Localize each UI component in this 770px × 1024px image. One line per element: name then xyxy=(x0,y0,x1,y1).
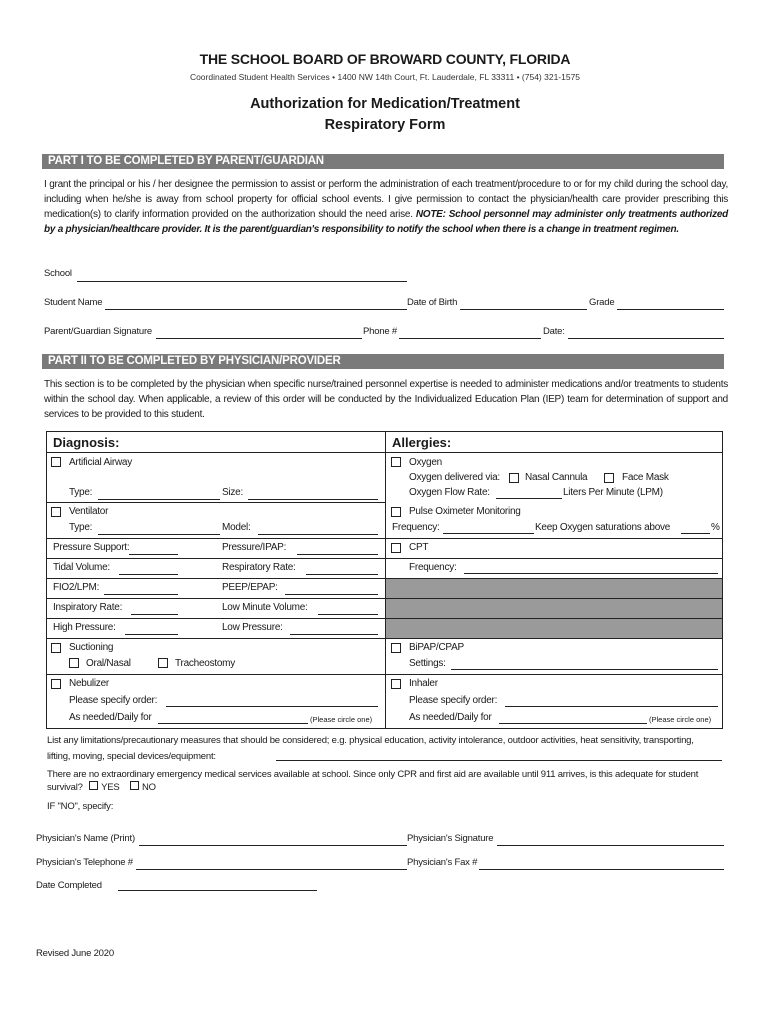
bipap-checkbox[interactable] xyxy=(391,643,401,653)
physician-fax-label: Physician's Fax # xyxy=(407,857,478,868)
ventilator-model-field[interactable] xyxy=(258,534,378,535)
inhaler-label: Inhaler xyxy=(409,678,438,689)
row-line xyxy=(47,502,385,503)
student-name-label: Student Name xyxy=(44,297,103,308)
school-field[interactable] xyxy=(77,281,407,282)
physician-fax-field[interactable] xyxy=(479,869,724,870)
tidal-volume-label: Tidal Volume: xyxy=(53,562,110,573)
date-field[interactable] xyxy=(568,338,724,339)
emergency-text xyxy=(47,768,719,794)
bipap-settings-label: Settings: xyxy=(409,658,446,669)
limitations-text: List any limitations/precautionary measures that should be considered; e.g. physical education, activity intolerance, outdoor activities, heat sensitivity, transporting, lifting, moving, special devices/equipment: xyxy=(47,735,694,762)
if-no-label: IF "NO", specify: xyxy=(47,801,114,812)
no-label: NO xyxy=(142,782,156,793)
percent-label: % xyxy=(711,522,720,533)
inspiratory-rate-field[interactable] xyxy=(131,614,178,615)
allergies-heading: Allergies: xyxy=(392,435,452,450)
physician-phone-label: Physician's Telephone # xyxy=(36,857,133,868)
oxygen-label: Oxygen xyxy=(409,457,442,468)
part1-text xyxy=(44,177,728,237)
peep-field[interactable] xyxy=(285,594,378,595)
pressure-support-label: Pressure Support: xyxy=(53,542,130,553)
row-line xyxy=(386,618,722,619)
part1-note: NOTE: School personnel may administer only treatments authorized by a physician/healthcare provider. It is the parent/guardian's responsibility to notify the school when there is a change in treatment regimen. xyxy=(44,209,728,235)
emergency-question: There are no extraordinary emergency medical services available at school. Since only CPR and first aid are available until 911 arrives, is this adequate for student survival? xyxy=(47,769,699,793)
part2-text: This section is to be completed by the physician when specific nurse/trained personnel expertise is needed to administer medications and/or treatments to students within the school day. When applicable, a review of this order will be conducted by the Individualized Education Plan (IEP) team for determination of support and services to be provided to this student. xyxy=(44,379,728,420)
inhaler-as-needed-label: As needed/Daily for xyxy=(409,712,492,723)
bipap-settings-field[interactable] xyxy=(451,669,718,670)
artificial-airway-checkbox[interactable] xyxy=(51,457,61,467)
part1-bar: PART I TO BE COMPLETED BY PARENT/GUARDIAN xyxy=(42,154,724,169)
low-pressure-label: Low Pressure: xyxy=(222,622,283,633)
part1-body: I grant the principal or his / her designee the permission to assist or perform the administration of each treatment/procedure to or for my child during the school day, including when he/she is away from school property for official school events. I give permission to contact the physician/health care provider prescribing this medication(s) to clarify information provided on the authorization should the need arise. xyxy=(44,179,728,220)
nebulizer-circle-note: (Please circle one) xyxy=(310,715,373,724)
artificial-airway-label: Artificial Airway xyxy=(69,457,132,468)
tracheostomy-label: Tracheostomy xyxy=(175,658,235,669)
row-line xyxy=(47,638,722,639)
peep-label: PEEP/EPAP: xyxy=(222,582,278,593)
pulse-ox-checkbox[interactable] xyxy=(391,507,401,517)
ventilator-label: Ventilator xyxy=(69,506,109,517)
oxygen-delivered-label: Oxygen delivered via: xyxy=(409,472,500,483)
oxygen-flow-label: Oxygen Flow Rate: xyxy=(409,487,490,498)
nebulizer-label: Nebulizer xyxy=(69,678,109,689)
nebulizer-as-needed-field[interactable] xyxy=(158,723,308,724)
part2-bar: PART II TO BE COMPLETED BY PHYSICIAN/PROVIDER xyxy=(42,354,724,369)
ventilator-checkbox[interactable] xyxy=(51,507,61,517)
oxygen-checkbox[interactable] xyxy=(391,457,401,467)
pulse-ox-label: Pulse Oximeter Monitoring xyxy=(409,506,521,517)
high-pressure-field[interactable] xyxy=(125,634,178,635)
phone-label: Phone # xyxy=(363,326,397,337)
revised-note: Revised June 2020 xyxy=(36,948,114,959)
inhaler-circle-note: (Please circle one) xyxy=(649,715,712,724)
suctioning-checkbox[interactable] xyxy=(51,643,61,653)
inspiratory-rate-label: Inspiratory Rate: xyxy=(53,602,123,613)
nasal-cannula-label: Nasal Cannula xyxy=(525,472,588,483)
grade-field[interactable] xyxy=(617,309,724,310)
inhaler-checkbox[interactable] xyxy=(391,679,401,689)
nebulizer-specify-field[interactable] xyxy=(166,706,378,707)
pressure-ipap-label: Pressure/IPAP: xyxy=(222,542,287,553)
suctioning-label: Suctioning xyxy=(69,642,114,653)
form-subtitle: Respiratory Form xyxy=(324,117,446,133)
airway-type-label: Type: xyxy=(69,487,93,498)
bipap-label: BiPAP/CPAP xyxy=(409,642,464,653)
date-label: Date: xyxy=(543,326,565,337)
date-completed-field[interactable] xyxy=(118,890,317,891)
keep-oxygen-label: Keep Oxygen saturations above xyxy=(535,522,671,533)
physician-sig-field[interactable] xyxy=(497,845,724,846)
pulse-ox-frequency-field[interactable] xyxy=(443,533,534,534)
nebulizer-specify-label: Please specify order: xyxy=(69,695,158,706)
nebulizer-as-needed-label: As needed/Daily for xyxy=(69,712,152,723)
inhaler-specify-field[interactable] xyxy=(505,706,718,707)
ventilator-type-field[interactable] xyxy=(98,534,220,535)
board-address: Coordinated Student Health Services • 1400 NW 14th Court, Ft. Lauderdale, FL 33311 • (754) 321-1575 xyxy=(189,72,581,82)
low-minute-volume-field[interactable] xyxy=(318,614,378,615)
low-minute-volume-label: Low Minute Volume: xyxy=(222,602,308,613)
oral-nasal-checkbox[interactable] xyxy=(69,658,79,668)
ventilator-model-label: Model: xyxy=(222,522,251,533)
row-line xyxy=(47,538,722,539)
grade-label: Grade xyxy=(589,297,615,308)
liters-label: Liters Per Minute (LPM) xyxy=(563,487,663,498)
table-header-line xyxy=(47,452,722,453)
airway-type-field[interactable] xyxy=(98,499,220,500)
pressure-ipap-field[interactable] xyxy=(297,554,378,555)
row-line xyxy=(47,674,722,675)
airway-size-field[interactable] xyxy=(248,499,378,500)
yes-label: YES xyxy=(101,782,120,793)
row-line xyxy=(386,598,722,599)
respiratory-rate-field[interactable] xyxy=(306,574,378,575)
tracheostomy-checkbox[interactable] xyxy=(158,658,168,668)
oxygen-flow-field[interactable] xyxy=(496,498,562,499)
keep-oxygen-field[interactable] xyxy=(681,533,710,534)
parent-sig-field[interactable] xyxy=(156,338,362,339)
pulse-ox-frequency-label: Frequency: xyxy=(392,522,440,533)
cpt-checkbox[interactable] xyxy=(391,543,401,553)
form-title: Authorization for Medication/Treatment xyxy=(250,96,520,112)
no-checkbox[interactable] xyxy=(130,781,139,790)
phone-field[interactable] xyxy=(399,338,541,339)
respiratory-rate-label: Respiratory Rate: xyxy=(222,562,296,573)
student-name-field[interactable] xyxy=(105,309,407,310)
airway-size-label: Size: xyxy=(222,487,243,498)
nebulizer-checkbox[interactable] xyxy=(51,679,61,689)
diagnosis-heading: Diagnosis: xyxy=(53,435,120,450)
pressure-support-field[interactable] xyxy=(129,554,178,555)
board-title: THE SCHOOL BOARD OF BROWARD COUNTY, FLORIDA xyxy=(199,51,571,67)
tidal-volume-field[interactable] xyxy=(119,574,178,575)
physician-name-field[interactable] xyxy=(139,845,407,846)
ventilator-type-label: Type: xyxy=(69,522,93,533)
date-completed-label: Date Completed xyxy=(36,880,102,891)
fio2-label: FIO2/LPM: xyxy=(53,582,100,593)
oral-nasal-label: Oral/Nasal xyxy=(86,658,131,669)
parent-sig-label: Parent/Guardian Signature xyxy=(44,326,153,337)
inhaler-as-needed-field[interactable] xyxy=(499,723,647,724)
high-pressure-label: High Pressure: xyxy=(53,622,116,633)
physician-sig-label: Physician's Signature xyxy=(407,833,494,844)
cpt-label: CPT xyxy=(409,542,429,553)
dob-label: Date of Birth xyxy=(407,297,458,308)
cpt-frequency-field[interactable] xyxy=(464,573,718,574)
shaded-block xyxy=(386,579,722,638)
cpt-frequency-label: Frequency: xyxy=(409,562,457,573)
low-pressure-field[interactable] xyxy=(290,634,378,635)
yes-checkbox[interactable] xyxy=(89,781,98,790)
nasal-cannula-checkbox[interactable] xyxy=(509,473,519,483)
physician-phone-field[interactable] xyxy=(136,869,407,870)
physician-name-label: Physician's Name (Print) xyxy=(36,833,135,844)
face-mask-label: Face Mask xyxy=(622,472,669,483)
school-label: School xyxy=(44,268,72,279)
row-line xyxy=(47,558,722,559)
fio2-field[interactable] xyxy=(104,594,178,595)
inhaler-specify-label: Please specify order: xyxy=(409,695,498,706)
dob-field[interactable] xyxy=(460,309,587,310)
limitations-field[interactable] xyxy=(276,760,722,761)
face-mask-checkbox[interactable] xyxy=(604,473,614,483)
